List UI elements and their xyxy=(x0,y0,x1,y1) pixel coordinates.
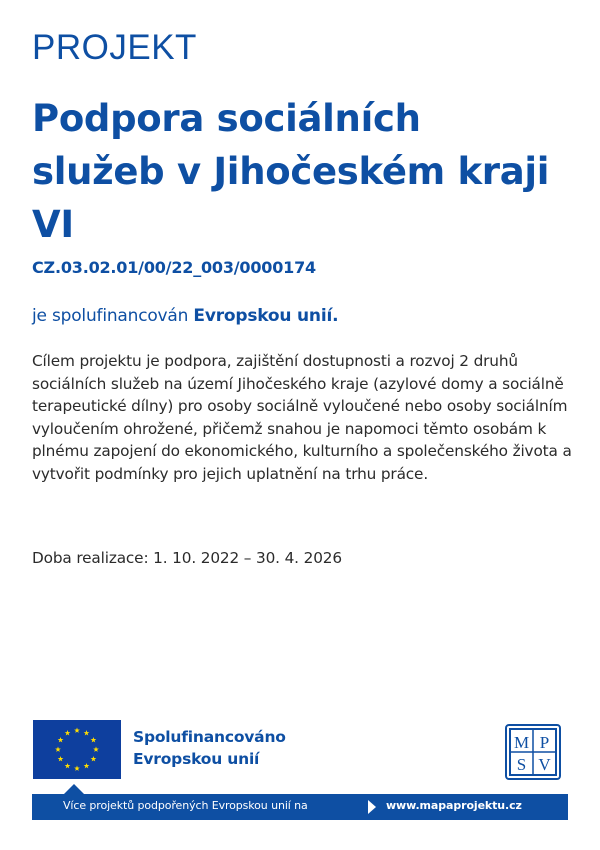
eu-cofunded-line1: Spolufinancováno xyxy=(133,728,286,746)
triangle-right-icon xyxy=(368,800,376,814)
cofinancing-prefix: je spolufinancován xyxy=(32,306,194,326)
eu-star xyxy=(91,756,97,761)
eu-star xyxy=(84,730,90,735)
eu-star xyxy=(84,763,90,768)
project-description: Cílem projektu je podpora, zajištění dostupnosti a rozvoj 2 druhů sociálních služeb na území Jihočeského kraje (azylové domy a sociálně terapeutické dílny) pro osoby sociálně vyloučené nebo osoby sociálním vyloučením ohrožené, přičemž snahou je napomoci těmto osobám k plnému zapojení do ekonomického, kulturního a společenského života a vytvořit podmínky pro jejich uplatnění na trhu práce. xyxy=(32,352,572,483)
registration-number: CZ.03.02.01/00/22_003/0000174 xyxy=(32,258,316,277)
project-kicker: PROJEKT xyxy=(32,28,197,67)
footer-text: Více projektů podpořených Evropskou unií na xyxy=(63,799,308,812)
eu-star xyxy=(93,747,99,752)
eu-star xyxy=(65,763,71,768)
eu-cofunded-line2: Evropskou unií xyxy=(133,750,260,768)
mpsv-letter: S xyxy=(516,755,527,774)
eu-star xyxy=(91,737,97,742)
mpsv-letter: V xyxy=(538,755,551,774)
mpsv-logo-icon xyxy=(505,724,561,780)
eu-star xyxy=(74,728,80,733)
mpsv-letter: P xyxy=(539,733,550,752)
project-title: Podpora sociálních služeb v Jihočeském kraji VI xyxy=(32,97,550,246)
eu-star xyxy=(74,766,80,771)
eu-flag-icon xyxy=(33,720,121,779)
eu-star xyxy=(58,756,64,761)
footer-notch xyxy=(64,784,84,794)
implementation-period: Doba realizace: 1. 10. 2022 – 30. 4. 2026 xyxy=(32,549,342,567)
eu-star xyxy=(65,730,71,735)
cofinancing-statement xyxy=(32,306,338,326)
mapaprojektu-link[interactable]: www.mapaprojektu.cz xyxy=(386,799,522,812)
mpsv-letter: M xyxy=(513,733,530,752)
eu-star xyxy=(58,737,64,742)
eu-star xyxy=(55,747,61,752)
cofinancing-highlight: Evropskou unií. xyxy=(193,306,339,326)
eu-cofunded-label xyxy=(133,726,286,770)
